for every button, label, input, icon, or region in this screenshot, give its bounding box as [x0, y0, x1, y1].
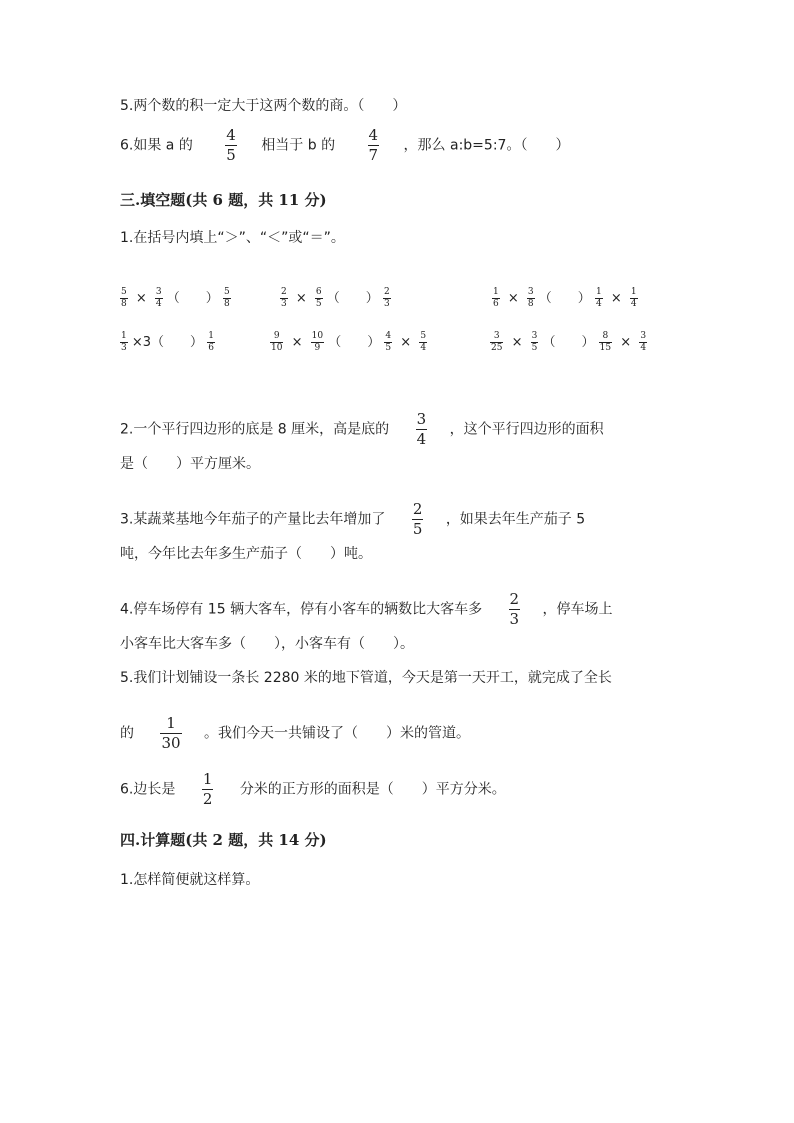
judge-question-5: 5.两个数的积一定大于这两个数的商。（ ） — [120, 98, 407, 114]
fill-question-5-line2: 的 $\frac{1}{30}$ 。我们今天一共铺设了（ ）米的管道。 — [120, 714, 470, 752]
fill-question-5: 5.我们计划铺设一条长 2280 米的地下管道，今天是第一天开工，就完成了全长 — [120, 670, 612, 686]
fill-question-1: 1.在括号内填上“＞”、“＜”或“＝”。 — [120, 230, 345, 246]
answer-blank[interactable]: （ ） — [542, 335, 595, 350]
answer-blank[interactable]: （ ） — [166, 291, 219, 306]
fraction: $\frac{4}{5}$ — [226, 126, 236, 164]
fraction: $\frac{4}{7}$ — [368, 126, 379, 164]
fill-question-2: 2.一个平行四边形的底是 8 厘米，高是底的 $\frac{3}{4}$ ，这个平行四边形的面积 — [120, 410, 604, 448]
calc-question-1: 1.怎样简便就这样算。 — [120, 872, 260, 888]
judge-question-6: 6.如果 a 的 $\frac{4}{5}$ 相当于 b 的 $\frac{4}{7}$ ，那么 a:b=5:7。（ ） — [120, 126, 570, 164]
compare-item-r2c2: $\frac{9}{10}$ × $\frac{10}{9}$ （ ） $\frac{4}{5}$ × $\frac{5}{4}$ — [271, 331, 427, 353]
compare-item-r1c3: $\frac{1}{6}$ × $\frac{3}{8}$ （ ） $\frac{1}{4}$ × $\frac{1}{4}$ — [493, 287, 637, 309]
fill-question-6: 6.边长是 $\frac{1}{2}$ 分米的正方形的面积是（ ）平方分米。 — [120, 770, 506, 808]
section-title-fill-blank: 三.填空题(共 6 题，共 11 分) — [120, 191, 327, 209]
fill-question-2-line2: 是（ ）平方厘米。 — [120, 456, 260, 472]
compare-item-r2c1: $\frac{1}{3}$ ×3（ ） $\frac{1}{6}$ — [121, 331, 214, 353]
fill-question-3-line2: 吨，今年比去年多生产茄子（ ）吨。 — [120, 546, 372, 562]
section-title-calculation: 四.计算题(共 2 题，共 14 分) — [120, 831, 327, 849]
fill-question-4-line2: 小客车比大客车多（ ），小客车有（ ）。 — [120, 636, 414, 652]
answer-blank[interactable]: ×3（ ） — [131, 335, 204, 350]
answer-blank[interactable]: （ ） — [328, 335, 381, 350]
answer-blank[interactable]: （ ） — [538, 291, 591, 306]
compare-item-r1c1: $\frac{5}{8}$ × $\frac{3}{4}$ （ ） $\frac{5}{8}$ — [121, 287, 230, 309]
answer-blank[interactable]: （ ） — [326, 291, 379, 306]
compare-item-r2c3: $\frac{3}{25}$ × $\frac{3}{5}$ （ ） $\frac{8}{15}$ × $\frac{3}{4}$ — [491, 331, 647, 353]
fill-question-4: 4.停车场停有 15 辆大客车，停有小客车的辆数比大客车多 $\frac{2}{3}$ ，停车场上 — [120, 590, 613, 628]
fill-question-3: 3.某蔬菜基地今年茄子的产量比去年增加了 $\frac{2}{5}$ ，如果去年生产茄子 5 — [120, 500, 586, 538]
compare-item-r1c2: $\frac{2}{3}$ × $\frac{6}{5}$ （ ） $\frac{2}{3}$ — [281, 287, 390, 309]
